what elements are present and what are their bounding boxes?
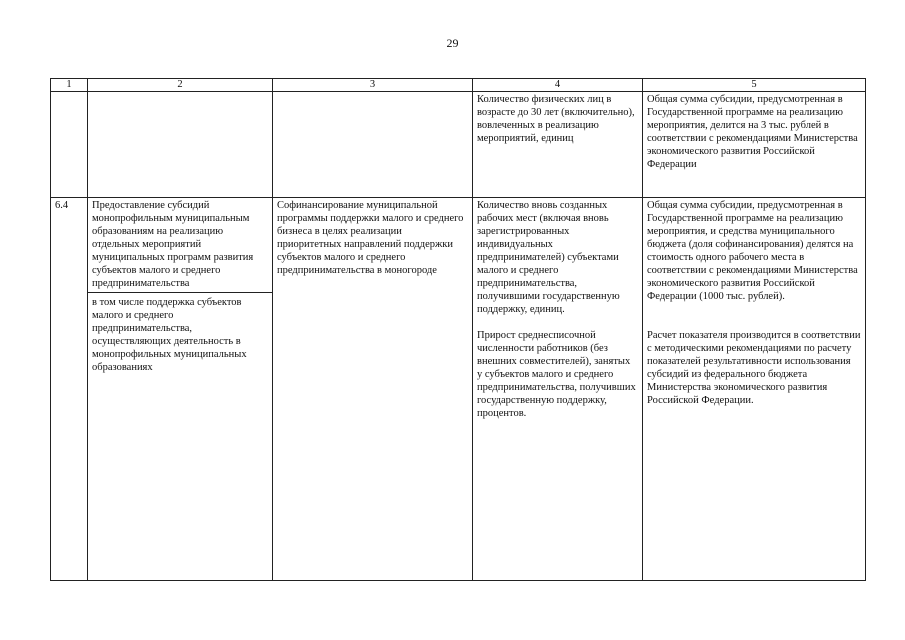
method-text-1: Общая сумма субсидии, предусмотренная в Государственной программе на реализацию мероприятия, и средства муниципального бюджета (доля софинансирования) делятся на стоимость одного рабочего места в соответствии с рекомендациями Министерства экономического развития Российской Федерации (1000 тыс. рублей). <box>647 200 858 302</box>
method-text-2: Расчет показателя производится в соответствии с методическими рекомендациями по расчету показателей результативности использования субсидий из федерального бюджета Министерства экономического развития Российской Федерации. <box>647 330 861 406</box>
indicator-jobs: Количество вновь созданных рабочих мест (включая вновь зарегистрированных индивидуальных предпринимателей) субъектами малого и среднего предпринимательства, получившими государственную поддержку, единиц. <box>477 200 620 315</box>
header-col-3: 3 <box>273 79 473 92</box>
page-number: 29 <box>446 36 459 50</box>
measure-name-main: Предоставление субсидий монопрофильным муниципальным образованиям на реализацию отдельных мероприятий муниципальных программ развития субъектов малого и среднего предпринимательства <box>92 200 254 289</box>
header-col-4: 4 <box>473 79 643 92</box>
method-cell <box>643 198 866 581</box>
cont-indicator-cell: Количество физических лиц в возрасте до 30 лет (включительно), вовлеченных в реализацию мероприятий, единиц <box>473 92 643 198</box>
cont-cell-3 <box>273 92 473 198</box>
measure-name-cell <box>88 198 273 581</box>
table-header-row <box>51 79 866 92</box>
row-number-cell: 6.4 <box>51 198 88 581</box>
indicator-table <box>50 78 866 581</box>
table-row-continuation <box>51 92 866 198</box>
cont-cell-1 <box>51 92 88 198</box>
indicator-cell <box>473 198 643 581</box>
header-col-2: 2 <box>88 79 273 92</box>
table-row-6-4 <box>51 198 866 581</box>
indicator-employees-growth: Прирост среднесписочной численности работников (без внешних совместителей), занятых у субъектов малого и среднего предпринимательства, получивших государственную поддержку, процентов. <box>477 330 636 419</box>
cont-cell-2 <box>88 92 273 198</box>
subcell-divider <box>88 292 272 293</box>
measure-name-sub: в том числе поддержка субъектов малого и среднего предпринимательства, осуществляющих деятельность в монопрофильных муниципальных образованиях <box>92 297 247 373</box>
header-col-1: 1 <box>51 79 88 92</box>
cont-method-cell: Общая сумма субсидии, предусмотренная в Государственной программе на реализацию мероприятия, делится на 3 тыс. рублей в соответствии с рекомендациями Министерства экономического развития Российской Федерации <box>643 92 866 198</box>
measure-content-cell: Софинансирование муниципальной программы поддержки малого и среднего бизнеса в целях реализации приоритетных направлений поддержки субъектов малого и среднего предпринимательства в моногороде <box>273 198 473 581</box>
header-col-5: 5 <box>643 79 866 92</box>
